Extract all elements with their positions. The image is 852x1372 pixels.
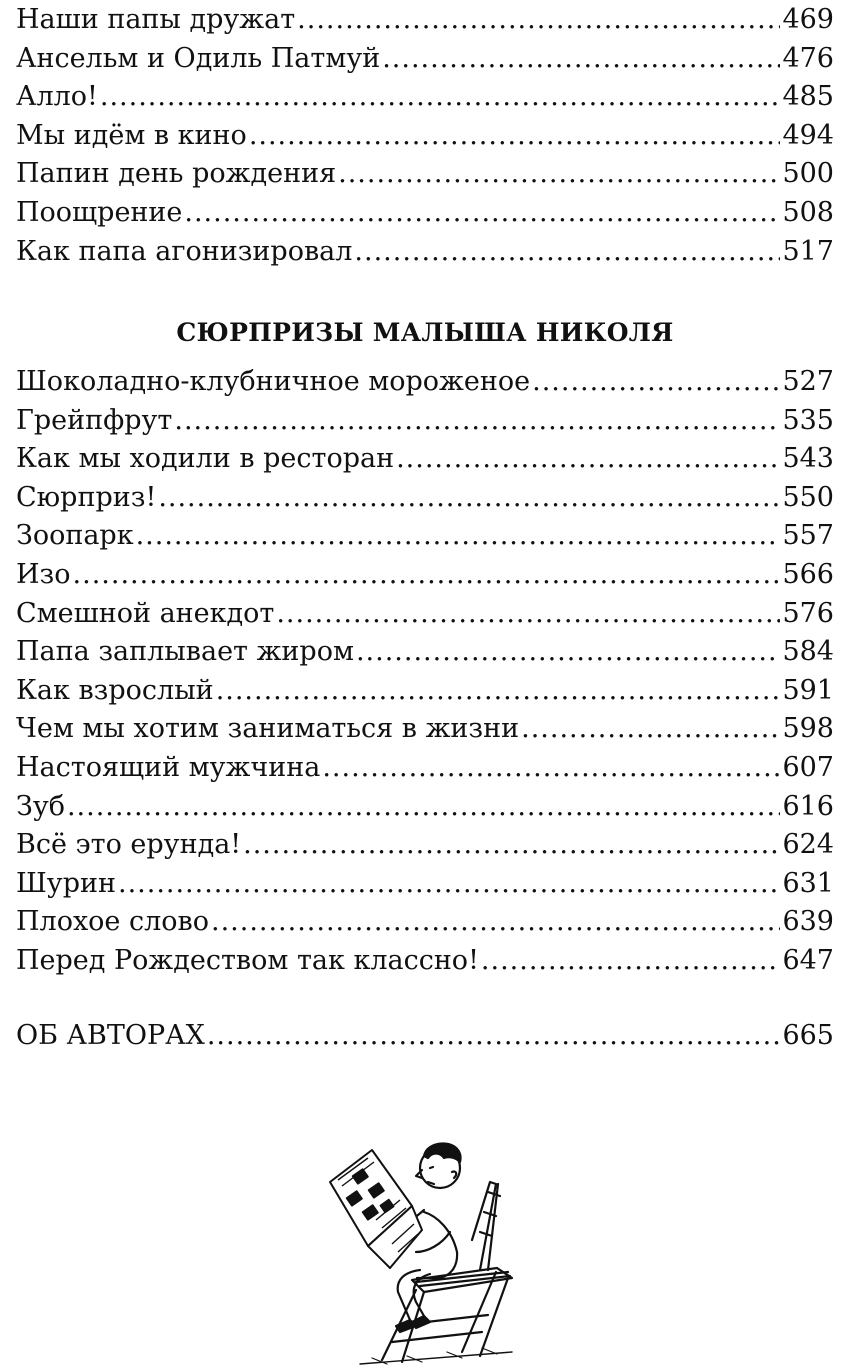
chair-leg [480, 1278, 508, 1356]
toc-leader-dots [73, 556, 781, 595]
toc-entry-title: Грейпфрут [16, 404, 173, 436]
toc-entry-page: 494 [782, 119, 834, 151]
toc-entry[interactable] [16, 233, 834, 272]
toc-entry-page: 631 [782, 867, 834, 899]
toc-entry-page: 584 [782, 636, 834, 668]
toc-leader-dots [118, 865, 780, 904]
toc-entry-page: 500 [782, 158, 834, 190]
toc-leader-dots [532, 363, 780, 402]
toc-leader-dots [216, 672, 781, 711]
toc-entry-title: Как мы ходили в ресторан [16, 443, 395, 475]
toc-entry-page: 476 [782, 42, 834, 74]
toc-entry-title: Ансельм и Одиль Патмуй [16, 42, 381, 74]
toc-entry-page: 543 [782, 443, 834, 475]
toc-entry-title: Как папа агонизировал [16, 235, 353, 267]
toc-leader-dots [276, 595, 780, 634]
toc-leader-dots [67, 788, 780, 827]
toc-entry[interactable] [16, 826, 834, 865]
toc-leader-dots [396, 440, 780, 479]
toc-entry-title: Чем мы хотим заниматься в жизни [16, 713, 520, 745]
toc-entry-title: Алло! [16, 81, 98, 113]
toc-leader-dots [158, 479, 780, 518]
toc-entry-title: Зоопарк [16, 520, 134, 552]
toc-entry-title: Зуб [16, 790, 65, 822]
toc-entry[interactable] [16, 440, 834, 479]
toc-leader-dots [322, 749, 780, 788]
toc-entry[interactable] [16, 672, 834, 711]
toc-entry[interactable] [16, 78, 834, 117]
toc-entry-page: 517 [782, 235, 834, 267]
toc-entry-page: 469 [782, 4, 834, 35]
toc-entry[interactable] [16, 517, 834, 556]
toc-entry[interactable] [16, 942, 834, 981]
toc-leader-dots [207, 1017, 781, 1056]
toc-entry-page: 527 [782, 366, 834, 397]
toc-entry-page: 665 [782, 1020, 834, 1051]
toc-leader-dots [136, 517, 781, 556]
newspaper [330, 1150, 422, 1268]
toc-entry-title: Перед Рождеством так классно! [16, 944, 479, 976]
toc-entry[interactable] [16, 40, 834, 79]
toc-entry-page: 639 [782, 906, 834, 938]
toc-entry[interactable] [16, 903, 834, 942]
toc-entry-page: 550 [782, 481, 834, 513]
toc-entry-page: 598 [782, 713, 834, 745]
toc-entry-page: 576 [782, 597, 834, 629]
toc-entry-page: 566 [782, 558, 834, 590]
toc-entry-title: ОБ АВТОРАХ [16, 1020, 205, 1051]
toc-entry[interactable] [16, 363, 834, 402]
toc-leader-dots [382, 40, 780, 79]
boy-reading-newspaper-icon [312, 1120, 522, 1365]
toc-entry[interactable] [16, 865, 834, 904]
toc-entry-title: Мы идём в кино [16, 119, 247, 151]
toc-entry-title: Как взрослый [16, 674, 214, 706]
toc-entry-page: 557 [782, 520, 834, 552]
toc-entry[interactable] [16, 194, 834, 233]
toc-entry[interactable] [16, 117, 834, 156]
toc-entry-title: Плохое слово [16, 906, 209, 938]
toc-entry-title: Шурин [16, 867, 116, 899]
toc-leader-dots [184, 194, 780, 233]
toc-leader-dots [521, 710, 780, 749]
toc-entry-title: Наши папы дружат [16, 4, 296, 35]
toc-leader-dots [174, 402, 780, 441]
toc-entry[interactable] [16, 1, 834, 40]
toc-entry-page: 485 [782, 81, 834, 113]
toc-entry-page: 624 [782, 829, 834, 861]
toc-entry-about-authors[interactable] [16, 1017, 834, 1056]
toc-leader-dots [211, 903, 780, 942]
toc-entry-title: Папа заплывает жиром [16, 636, 354, 668]
toc-entry-title: Поощрение [16, 196, 183, 228]
toc-entry-title: Настоящий мужчина [16, 751, 321, 783]
toc-leader-dots [243, 826, 780, 865]
toc-entry[interactable] [16, 556, 834, 595]
toc-entry-title: Всё это ерунда! [16, 829, 242, 861]
toc-group-2 [16, 363, 834, 981]
toc-entry-page: 535 [782, 404, 834, 436]
section-heading: СЮРПРИЗЫ МАЛЫША НИКОЛЯ [176, 318, 674, 347]
toc-entry[interactable] [16, 710, 834, 749]
toc-entry-page: 616 [782, 790, 834, 822]
toc-group-1 [16, 1, 834, 271]
toc-entry[interactable] [16, 633, 834, 672]
toc-entry[interactable] [16, 788, 834, 827]
toc-leader-dots [354, 233, 780, 272]
toc-leader-dots [249, 117, 781, 156]
toc-leader-dots [100, 78, 781, 117]
toc-leader-dots [356, 633, 781, 672]
toc-entry-page: 607 [782, 751, 834, 783]
toc-entry-title: Сюрприз! [16, 481, 157, 513]
toc-entry-title: Изо [16, 558, 71, 590]
toc-entry[interactable] [16, 155, 834, 194]
toc-entry-page: 591 [782, 674, 834, 706]
toc-entry-title: Смешной анекдот [16, 597, 275, 629]
toc-entry-page: 647 [782, 944, 834, 976]
toc-entry[interactable] [16, 402, 834, 441]
toc-entry[interactable] [16, 595, 834, 634]
toc-entry[interactable] [16, 479, 834, 518]
toc-group-3 [16, 1017, 834, 1056]
toc-entry-title: Шоколадно-клубничное мороженое [16, 366, 531, 397]
toc-entry-title: Папин день рождения [16, 158, 337, 190]
toc-leader-dots [338, 155, 780, 194]
toc-leader-dots [297, 1, 780, 40]
toc-entry-page: 508 [782, 196, 834, 228]
toc-leader-dots [481, 942, 781, 981]
toc-entry[interactable] [16, 749, 834, 788]
